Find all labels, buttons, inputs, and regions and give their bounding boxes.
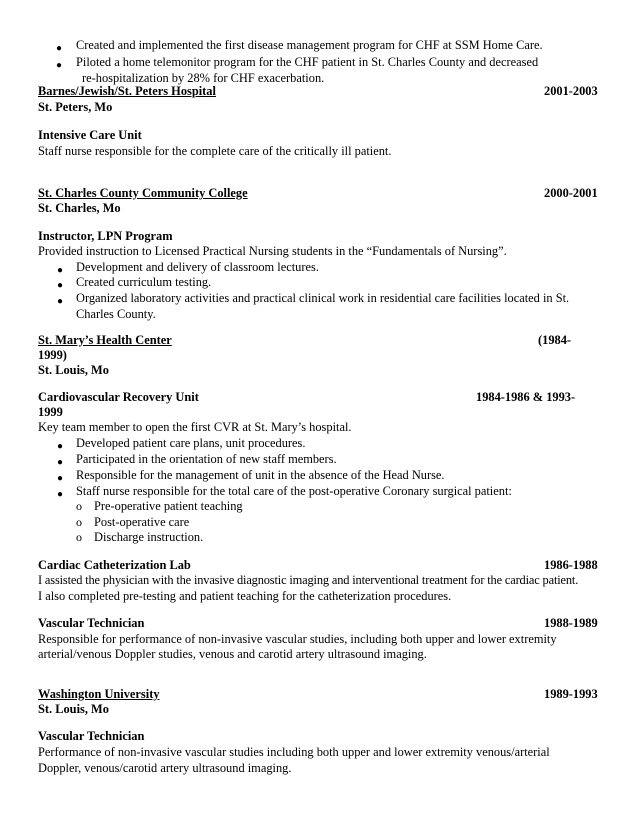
bullet-icon: ●: [57, 265, 64, 276]
location-barnes: St. Peters, Mo: [38, 100, 113, 114]
description-vascular-line2: arterial/venous Doppler studies, venous and carotid artery ultrasound imaging.: [38, 647, 427, 661]
dates-stcharles: 2000-2001: [544, 186, 598, 200]
cvr-bullet-2: Participated in the orientation of new staff members.: [76, 452, 337, 466]
description-washu-line2: Doppler, venous/carotid artery ultrasound imaging.: [38, 761, 292, 775]
location-washu: St. Louis, Mo: [38, 702, 109, 716]
lpn-bullet-3-continued: Charles County.: [76, 307, 156, 321]
employer-barnes: Barnes/Jewish/St. Peters Hospital: [38, 84, 216, 98]
cvr-subbullet-1: Pre-operative patient teaching: [94, 499, 243, 513]
description-washu-line1: Performance of non-invasive vascular studies including both upper and lower extremity venous/arterial: [38, 745, 550, 759]
position-lpn-instructor: Instructor, LPN Program: [38, 229, 173, 243]
dates-cathlab: 1986-1988: [544, 558, 598, 572]
dates-barnes: 2001-2003: [544, 84, 598, 98]
location-stmarys: St. Louis, Mo: [38, 363, 109, 377]
circle-bullet-icon: o: [76, 515, 82, 529]
description-lpn: Provided instruction to Licensed Practical Nursing students in the “Fundamentals of Nursing”.: [38, 244, 507, 258]
bullet-icon: ●: [57, 441, 64, 452]
description-vascular-line1: Responsible for performance of non-invasive vascular studies, including both upper and lower extremity: [38, 632, 557, 646]
lpn-bullet-2: Created curriculum testing.: [76, 275, 212, 289]
bullet-icon: ●: [57, 280, 64, 291]
position-vascular-tech: Vascular Technician: [38, 616, 145, 630]
cvr-bullet-1: Developed patient care plans, unit procedures.: [76, 436, 306, 450]
lpn-bullet-1: Development and delivery of classroom lectures.: [76, 260, 319, 274]
cvr-subbullet-2: Post-operative care: [94, 515, 190, 529]
description-cathlab-line2: I also completed pre-testing and patient teaching for the catheterization procedures.: [38, 589, 452, 603]
bullet-icon: ●: [56, 60, 63, 71]
dates-vascular-tech: 1988-1989: [544, 616, 598, 630]
cvr-subbullet-3: Discharge instruction.: [94, 530, 204, 544]
position-icu: Intensive Care Unit: [38, 128, 142, 142]
intro-bullet-2: Piloted a home telemonitor program for the CHF patient in St. Charles County and decreased: [76, 55, 539, 69]
bullet-icon: ●: [56, 43, 63, 54]
circle-bullet-icon: o: [76, 530, 82, 544]
bullet-icon: ●: [57, 296, 64, 307]
position-washu-vascular-tech: Vascular Technician: [38, 729, 145, 743]
bullet-icon: ●: [57, 489, 64, 500]
dates-washu: 1989-1993: [544, 687, 598, 701]
description-cathlab-line1: I assisted the physician with the invasive diagnostic imaging and interventional treatment for the cardiac patient.: [38, 573, 579, 587]
cvr-bullet-3: Responsible for the management of unit in the absence of the Head Nurse.: [76, 468, 445, 482]
dates-stmarys: (1984-: [538, 333, 572, 347]
intro-bullet-2-continued: re-hospitalization by 28% for CHF exacerbation.: [82, 71, 325, 85]
cvr-bullet-4: Staff nurse responsible for the total care of the post-operative Coronary surgical patient:: [76, 484, 512, 498]
employer-washu: Washington University: [38, 687, 160, 701]
dates-cvr-continued: 1999: [38, 405, 63, 419]
bullet-icon: ●: [57, 473, 64, 484]
description-icu: Staff nurse responsible for the complete care of the critically ill patient.: [38, 144, 392, 158]
dates-cvr: 1984-1986 & 1993-: [476, 390, 576, 404]
position-cathlab: Cardiac Catheterization Lab: [38, 558, 191, 572]
description-cvr: Key team member to open the first CVR at St. Mary’s hospital.: [38, 420, 352, 434]
employer-stcharles: St. Charles County Community College: [38, 186, 248, 200]
location-stcharles: St. Charles, Mo: [38, 201, 121, 215]
dates-stmarys-continued: 1999): [38, 348, 67, 362]
bullet-icon: ●: [57, 457, 64, 468]
employer-stmarys: St. Mary’s Health Center: [38, 333, 172, 347]
circle-bullet-icon: o: [76, 499, 82, 513]
position-cvr: Cardiovascular Recovery Unit: [38, 390, 199, 404]
lpn-bullet-3: Organized laboratory activities and practical clinical work in residential care facilities located in St.: [76, 291, 570, 305]
intro-bullet-1: Created and implemented the first disease management program for CHF at SSM Home Care.: [76, 38, 543, 52]
